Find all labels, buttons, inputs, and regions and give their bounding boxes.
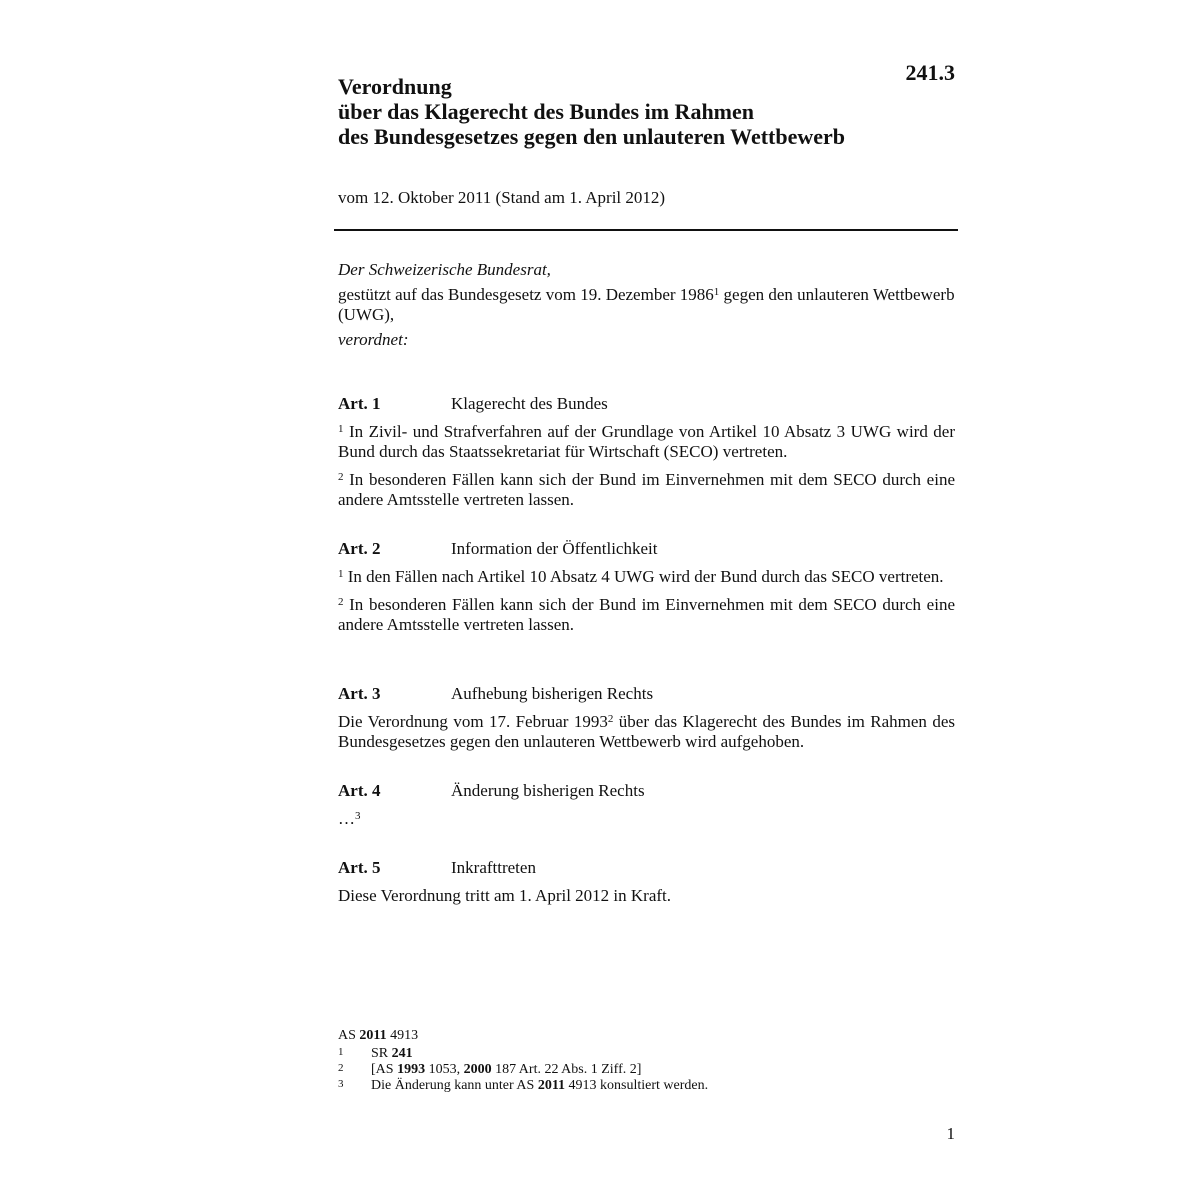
article-number: Art. 1 [338,394,381,413]
title-line: Verordnung [338,74,452,99]
fn-bold: 241 [391,1046,413,1061]
footnote-number: 2 [338,1062,344,1074]
paragraph-text: In den Fällen nach Artikel 10 Absatz 4 UWG wird der Bund durch das SECO vertreten. [343,567,944,586]
as-year: 2011 [359,1028,387,1043]
footnote-text [371,1046,413,1062]
preamble-basis [338,285,955,325]
as-page: 4913 [386,1028,419,1043]
article-paragraph [338,712,955,752]
article-number: Art. 2 [338,539,381,558]
paragraph-number: 2 [338,596,344,608]
paragraph-text: Die Verordnung vom 17. Februar 1993 [338,712,608,731]
article-5 [338,858,955,914]
footnote-ref: 3 [355,810,361,822]
as-prefix: AS [338,1028,360,1043]
footnote-ref: 1 [713,286,720,298]
preamble-basis-before: gestützt auf das Bundesgesetz vom 19. Dezember 1986 [338,285,714,304]
preamble-basis-after: gegen den unlauteren Wettbewerb (UWG), [338,285,955,324]
article-heading [338,781,955,801]
ellipsis: … [338,809,355,828]
article-paragraph [338,422,955,462]
footnote-text [371,1078,708,1094]
article-4 [338,781,955,837]
preamble [338,260,955,355]
paragraph-number: 1 [338,423,344,435]
footnote-ref: 2 [607,713,614,725]
footnote-item [338,1062,955,1078]
article-title: Information der Öffentlichkeit [451,539,658,558]
preamble-decree: verordnet: [338,330,409,349]
title-line: über das Klagerecht des Bundes im Rahmen [338,99,755,124]
article-title: Inkrafttreten [451,858,536,877]
article-paragraph [338,470,955,510]
document-title [338,74,938,149]
article-number: Art. 5 [338,858,381,877]
paragraph-text: In besonderen Fällen kann sich der Bund im Einvernehmen mit dem SECO durch eine andere Amtsstelle vertreten lassen. [338,470,955,509]
article-number: Art. 4 [338,781,381,800]
fn-pre: SR [371,1046,392,1061]
fn-post: 187 Art. 22 Abs. 1 Ziff. 2] [491,1062,642,1077]
footnotes [338,1028,955,1094]
article-title: Klagerecht des Bundes [451,394,608,413]
page-number: 1 [946,1124,955,1143]
article-1 [338,394,955,518]
sr-number: 241.3 [905,60,955,85]
footnote-item [338,1078,955,1094]
paragraph-text: In Zivil- und Strafverfahren auf der Grundlage von Artikel 10 Absatz 3 UWG wird der Bund durch das Staatssekretariat für Wirtschaft (SECO) vertreten. [338,422,955,461]
article-paragraph [338,809,955,829]
article-paragraph [338,595,955,635]
fn-bold: 2000 [463,1062,492,1077]
fn-mid: 1053, [425,1062,464,1077]
article-heading [338,858,955,878]
official-collection-ref [338,1028,955,1044]
article-heading [338,684,955,704]
footnote-text [371,1062,641,1078]
preamble-authority: Der Schweizerische Bundesrat, [338,260,551,279]
paragraph-text: In besonderen Fällen kann sich der Bund im Einvernehmen mit dem SECO durch eine andere Amtsstelle vertreten lassen. [338,595,955,634]
article-heading [338,539,955,559]
fn-bold: 1993 [397,1062,426,1077]
date-line: vom 12. Oktober 2011 (Stand am 1. April 2012) [338,188,666,207]
article-paragraph [338,567,955,587]
paragraph-number: 2 [338,471,344,483]
footnote-number: 3 [338,1078,344,1090]
header-divider [334,229,958,231]
title-line: des Bundesgesetzes gegen den unlauteren Wettbewerb [338,124,846,149]
fn-mid: 4913 konsultiert werden. [565,1078,709,1093]
article-title: Änderung bisherigen Rechts [451,781,645,800]
article-title: Aufhebung bisherigen Rechts [451,684,654,703]
footnote-item [338,1046,955,1062]
footnote-number: 1 [338,1046,344,1058]
fn-pre: [AS [371,1062,398,1077]
article-2 [338,539,955,643]
article-number: Art. 3 [338,684,381,703]
fn-bold: 2011 [537,1078,566,1093]
article-heading [338,394,955,414]
paragraph-number: 1 [338,568,344,580]
paragraph-text: über das Klagerecht des Bundes im Rahmen des Bundesgesetzes gegen den unlauteren Wettbewerb wird aufgehoben. [338,712,956,751]
fn-pre: Die Änderung kann unter AS [371,1078,538,1093]
article-3 [338,684,955,760]
article-paragraph: Diese Verordnung tritt am 1. April 2012 in Kraft. [338,886,672,905]
